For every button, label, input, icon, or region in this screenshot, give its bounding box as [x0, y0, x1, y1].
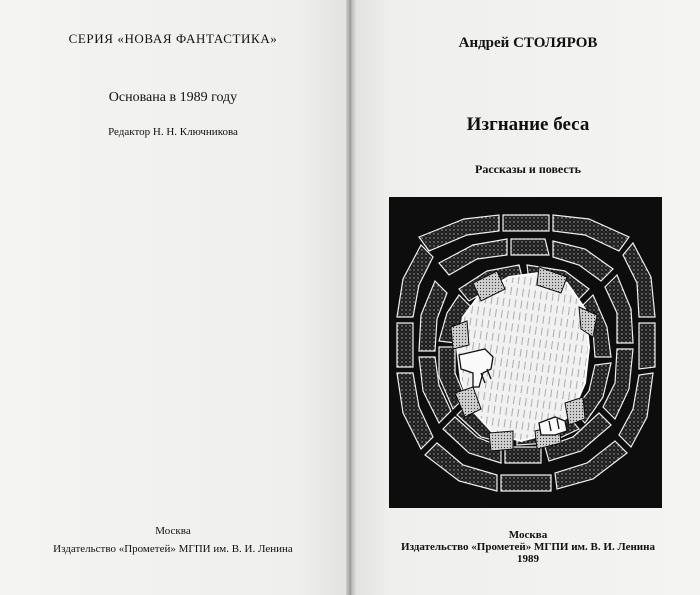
right-publisher: Издательство «Прометей» МГПИ им. В. И. Ленина [401, 541, 655, 553]
author-name: Андрей СТОЛЯРОВ [458, 35, 598, 51]
series-title: СЕРИЯ «НОВАЯ ФАНТАСТИКА» [68, 31, 278, 46]
book-gutter [346, 0, 356, 595]
brick-wall-hole-with-hand-icon [389, 197, 662, 508]
publication-year: 1989 [517, 553, 539, 565]
book-title: Изгнание беса [466, 114, 590, 135]
right-city: Москва [508, 529, 548, 541]
editor-line: Редактор Н. Н. Ключникова [108, 126, 238, 138]
left-publisher: Издательство «Прометей» МГПИ им. В. И. Ленина [53, 543, 293, 555]
left-city: Москва [155, 525, 191, 537]
founded-line: Основана в 1989 году [108, 90, 238, 105]
cover-illustration [389, 197, 662, 508]
book-subtitle: Рассказы и повесть [475, 162, 581, 176]
